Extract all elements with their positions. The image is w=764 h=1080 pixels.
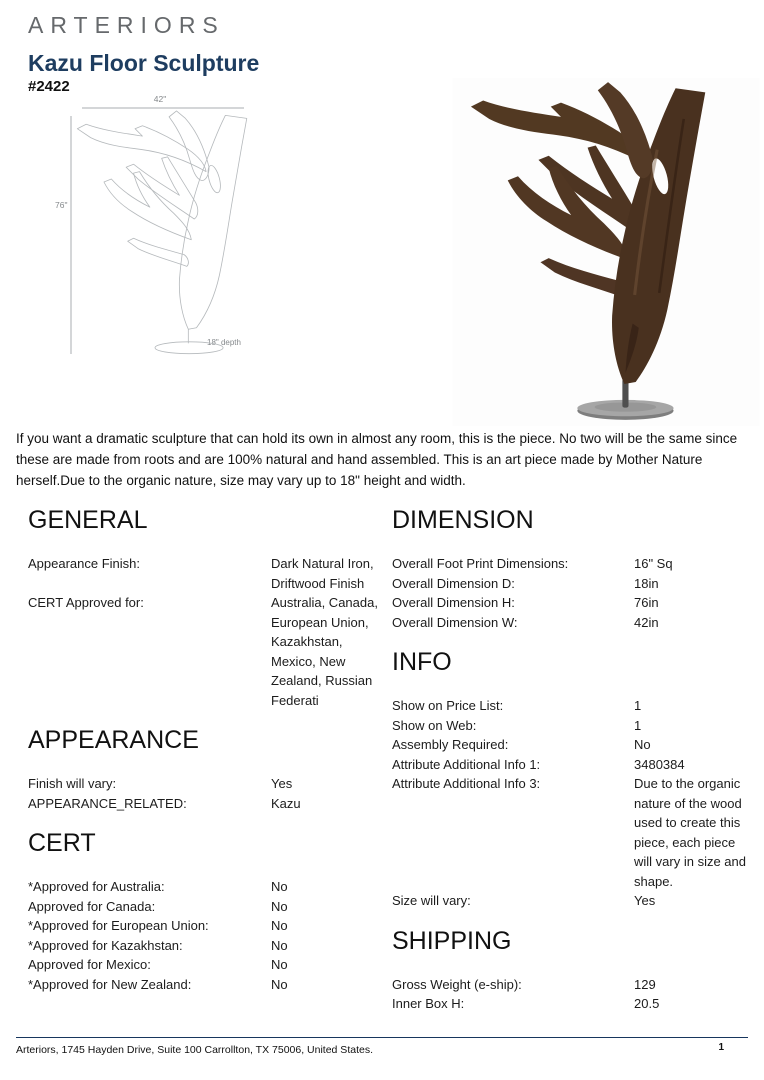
spec-row — [28, 975, 390, 995]
spec-value: No — [271, 937, 288, 953]
section-general-heading: GENERAL — [28, 506, 148, 534]
section-general-rows — [28, 554, 390, 710]
section-cert-rows — [28, 877, 390, 994]
spec-value: No — [271, 879, 288, 894]
section-general — [28, 506, 390, 710]
dimension-sketch-svg — [52, 92, 257, 382]
spec-label: CERT Approved for: — [28, 595, 144, 610]
spec-label: Show on Web: — [392, 717, 477, 733]
spec-row — [392, 891, 749, 911]
spec-label: Approved for Canada: — [28, 898, 156, 914]
spec-value: 42in — [634, 614, 659, 630]
product-photo — [452, 78, 760, 426]
spec-value: Yes — [634, 893, 656, 908]
spec-row — [392, 613, 749, 633]
spec-row — [392, 735, 749, 755]
spec-value: No — [271, 957, 288, 972]
section-cert-heading: CERT — [28, 829, 96, 857]
spec-label: *Approved for Australia: — [28, 879, 165, 894]
spec-value: 18in — [634, 575, 659, 591]
spec-label: Assembly Required: — [392, 737, 509, 752]
section-cert — [28, 829, 390, 994]
spec-value: 129 — [634, 976, 656, 992]
spec-value: 1 — [634, 717, 642, 733]
brand-logo: ARTERIORS — [28, 12, 225, 38]
spec-value: 16" Sq — [634, 556, 673, 571]
page-title: Kazu Floor Sculpture — [28, 50, 260, 76]
spec-row — [28, 554, 390, 593]
spec-column-left — [28, 506, 390, 1010]
spec-value: Dark Natural Iron, Driftwood Finish — [271, 556, 374, 591]
section-appearance — [28, 726, 390, 813]
spec-row — [392, 994, 749, 1014]
section-appearance-heading: APPEARANCE — [28, 726, 199, 754]
spec-row — [28, 897, 390, 917]
footer-rule — [16, 1037, 748, 1038]
section-dimension-heading: DIMENSION — [392, 506, 534, 534]
spec-label: Attribute Additional Info 3: — [392, 776, 541, 791]
spec-value: 20.5 — [634, 996, 660, 1011]
section-appearance-rows — [28, 774, 390, 813]
spec-label: Overall Dimension D: — [392, 575, 515, 591]
spec-label: Attribute Additional Info 1: — [392, 756, 541, 772]
spec-row — [392, 774, 749, 891]
spec-row — [28, 916, 390, 936]
spec-label: Approved for Mexico: — [28, 957, 151, 972]
spec-row — [392, 554, 749, 574]
spec-row — [28, 774, 390, 794]
sketch-width-label: 42" — [153, 94, 167, 104]
product-description: If you want a dramatic sculpture that can hold its own in almost any room, this is the piece. No two will be the same since these are made from roots and are 100% natural and hand assembled. This is an art piece made by Mother Nature herself.Due to the organic nature, size may vary up to 18" height and width. — [16, 431, 738, 488]
spec-label: Size will vary: — [392, 893, 471, 908]
section-dimension-rows — [392, 554, 749, 632]
spec-value: 3480384 — [634, 756, 685, 772]
spec-label: *Approved for Kazakhstan: — [28, 937, 183, 953]
spec-row — [28, 877, 390, 897]
section-info-heading: INFO — [392, 648, 452, 676]
spec-label: Overall Dimension H: — [392, 595, 515, 610]
spec-row — [28, 593, 390, 710]
spec-row — [28, 936, 390, 956]
spec-label: Gross Weight (e-ship): — [392, 976, 522, 992]
spec-row — [392, 574, 749, 594]
spec-value: 1 — [634, 698, 642, 713]
spec-row — [28, 955, 390, 975]
spec-label: APPEARANCE_RELATED: — [28, 795, 187, 811]
spec-label: Finish will vary: — [28, 776, 117, 791]
spec-label: Overall Dimension W: — [392, 614, 518, 630]
spec-label: Overall Foot Print Dimensions: — [392, 556, 569, 571]
spec-value: Due to the organic nature of the wood used to create this piece, each piece will vary in size and shape. — [634, 776, 746, 889]
sketch-outline — [77, 111, 246, 354]
spec-label: *Approved for European Union: — [28, 918, 209, 933]
section-info-rows — [392, 696, 749, 911]
spec-value: Australia, Canada, European Union, Kazakhstan, Mexico, New Zealand, Russian Federati — [271, 595, 378, 708]
sketch-depth-label: 18" depth — [207, 338, 241, 347]
dimension-sketch — [52, 92, 257, 382]
spec-label: Inner Box H: — [392, 996, 465, 1011]
spec-row — [392, 716, 749, 736]
spec-label: Show on Price List: — [392, 698, 504, 713]
footer-page-number: 1 — [718, 1042, 724, 1053]
spec-value: No — [271, 918, 288, 933]
spec-label: Appearance Finish: — [28, 556, 141, 571]
section-shipping-heading: SHIPPING — [392, 926, 512, 955]
spec-row — [392, 975, 749, 995]
sketch-height-label: 76" — [55, 200, 68, 210]
section-dimension — [392, 506, 749, 632]
spec-row — [28, 794, 390, 814]
spec-row — [392, 593, 749, 613]
footer-address: Arteriors, 1745 Hayden Drive, Suite 100 Carrollton, TX 75006, United States. — [16, 1044, 373, 1056]
product-photo-svg — [452, 78, 760, 426]
spec-value: No — [271, 976, 288, 992]
spec-column-right — [392, 506, 749, 1030]
spec-value: Yes — [271, 776, 293, 791]
spec-value: Kazu — [271, 795, 301, 811]
spec-row — [392, 696, 749, 716]
spec-value: 76in — [634, 595, 659, 610]
spec-value: No — [634, 737, 651, 752]
section-info — [392, 648, 749, 911]
section-shipping-rows — [392, 975, 749, 1014]
spec-row — [392, 755, 749, 775]
spec-label: *Approved for New Zealand: — [28, 976, 192, 992]
spec-value: No — [271, 898, 288, 914]
product-sku: #2422 — [28, 78, 70, 95]
section-shipping — [392, 927, 749, 1014]
